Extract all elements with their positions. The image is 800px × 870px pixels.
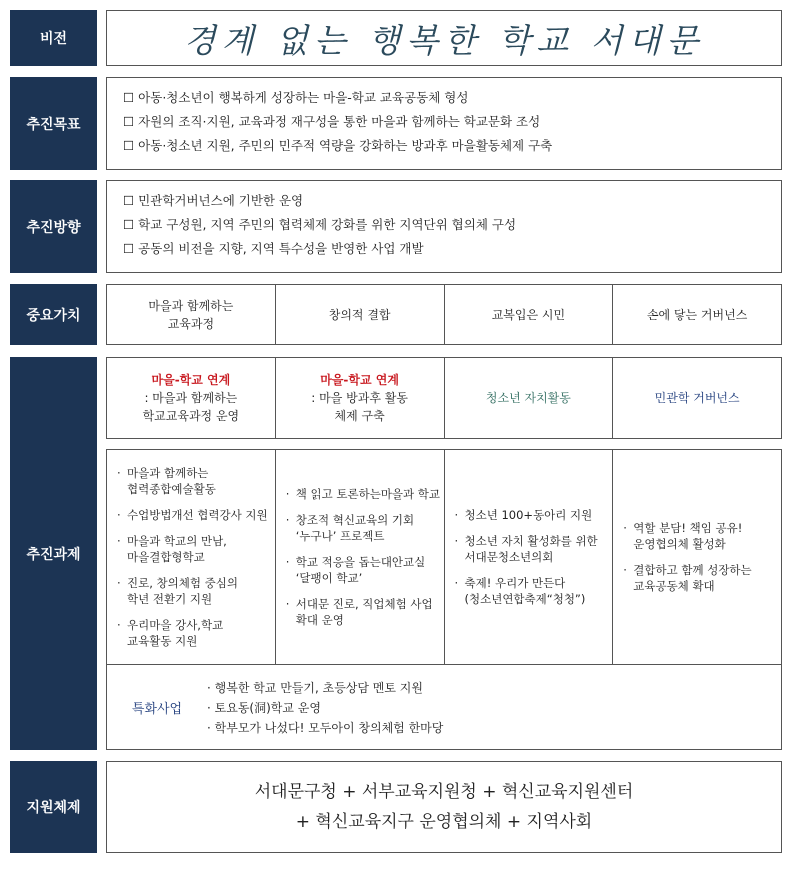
label-goals: 추진목표 <box>10 77 97 170</box>
goals-box <box>106 77 782 170</box>
task-item: · 축제! 우리가 만든다 (청소년연합축제“청청”) <box>454 576 586 606</box>
goal-item: ☐ 아동·청소년 지원, 주민의 민주적 역량을 강화하는 방과후 마을활동체제 구축 <box>123 138 553 153</box>
task-item: · 학교 적응을 돕는대안교실 ‘달팽이 학교’ <box>285 555 426 585</box>
task-header-4: 민관학 거버넌스 <box>654 391 740 405</box>
support-line: 서대문구청 + 서부교육지원청 + 혁신교육지원센터 <box>254 782 634 802</box>
label-vision: 비전 <box>10 10 97 66</box>
label-tasks: 추진과제 <box>10 357 97 750</box>
task-item: · 책 읽고 토론하는마을과 학교 <box>285 487 441 501</box>
goal-item: ☐ 자원의 조직·지원, 교육과정 재구성을 통한 마을과 함께하는 학교문화 조성 <box>123 114 541 129</box>
task-item: · 서대문 진로, 직업체험 사업 확대 운영 <box>285 597 433 627</box>
value-cell: 창의적 결합 <box>276 285 445 344</box>
value-cell: 손에 닿는 거버넌스 <box>646 307 748 322</box>
task-column-3 <box>445 450 614 664</box>
task-item: · 청소년 자치 활성화를 위한 서대문청소년의회 <box>454 534 598 564</box>
task-headers <box>106 357 782 439</box>
task-item: · 청소년 100+동아리 지원 <box>454 508 593 522</box>
task-item: · 마을과 학교의 만남, 마을결합형학교 <box>117 534 227 564</box>
direction-box <box>106 180 782 273</box>
special-item: · 토요동(洞)학교 운영 <box>207 700 321 715</box>
task-header-3: 청소년 자치활동 <box>445 358 614 438</box>
task-item: · 결합하고 함께 성장하는 교육공동체 확대 <box>623 563 752 593</box>
special-item: · 행복한 학교 만들기, 초등상담 멘토 지원 <box>207 680 423 695</box>
label-values: 중요가치 <box>10 284 97 345</box>
label-support: 지원체제 <box>10 761 97 853</box>
direction-item: ☐ 민관학거버넌스에 기반한 운영 <box>123 193 304 208</box>
special-title: 특화사업 <box>131 702 183 717</box>
task-item: · 창조적 혁신교육의 기회 ‘누구나’ 프로젝트 <box>285 513 415 543</box>
direction-item: ☐ 공동의 비전을 지향, 지역 특수성을 반영한 사업 개발 <box>123 241 424 256</box>
task-item: · 마을과 함께하는 협력종합예술활동 <box>117 466 216 496</box>
task-item: · 수업방법개선 협력강사 지원 <box>117 508 268 522</box>
task-column-2 <box>276 450 445 664</box>
task-details <box>106 449 782 750</box>
vision-box <box>106 10 782 66</box>
task-header-2: 마을-학교 연계 : 마을 방과후 활동 체제 구축 <box>276 358 445 438</box>
special-item: · 학부모가 나섰다! 모두아이 창의체험 한마당 <box>207 720 444 735</box>
goal-item: ☐ 아동·청소년이 행복하게 성장하는 마을-학교 교육공동체 형성 <box>123 90 469 105</box>
special-projects <box>107 665 781 750</box>
values-box <box>106 284 782 345</box>
task-item: · 우리마을 강사,학교 교육활동 지원 <box>117 618 224 648</box>
vision-text: 경계 없는 행복한 학교 서대문 <box>183 20 705 60</box>
task-header-1: 마을-학교 연계 : 마을과 함께하는 학교교육과정 운영 <box>107 358 276 438</box>
task-column-4 <box>613 450 781 664</box>
task-column-1 <box>107 450 276 664</box>
support-box <box>106 761 782 853</box>
label-direction: 추진방향 <box>10 180 97 273</box>
task-item: · 역할 분담! 책임 공유! 운영협의체 활성화 <box>623 521 743 551</box>
direction-item: ☐ 학교 구성원, 지역 주민의 협력체제 강화를 위한 지역단위 협의체 구성 <box>123 217 517 232</box>
value-cell: 마을과 함께하는 교육과정 <box>107 285 276 344</box>
task-item: · 진로, 창의체험 중심의 학년 전환기 지원 <box>117 576 238 606</box>
support-line: + 혁신교육지구 운영협의체 + 지역사회 <box>295 812 593 832</box>
value-cell: 교복입은 시민 <box>445 285 614 344</box>
